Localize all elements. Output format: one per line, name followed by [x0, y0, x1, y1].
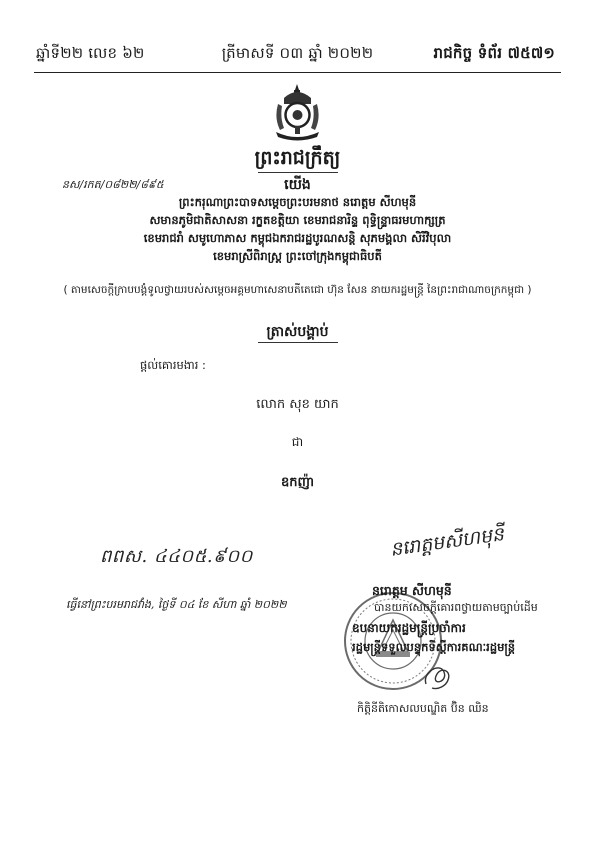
king-signature: នរោត្តមសីហមុនី	[388, 523, 506, 561]
royal-title-line: ព្រះករុណាព្រះបាទសម្ដេចព្រះបរមនាថ នរោត្តម សីហមុនី	[178, 195, 417, 209]
appoint-label: ផ្ដល់គោរមងារ :	[140, 358, 206, 372]
rank-title: ឧកញ៉ា	[280, 475, 314, 490]
royal-title-line: សមានភូមិជាតិសាសនា រក្ខតខត្តិយា ខេមរាជនារិន្ទ ពុទ្ធិន្ទ្រាធរមហាក្សត្រ	[149, 213, 446, 227]
proposal-line: ( តាមសេចក្ដីក្រាបបង្គំទូលថ្វាយរបស់សម្ដេចអគ្គមហាសេនាបតីតេជោ ហ៊ុន សែន នាយករដ្ឋមន្ត្រី នៃព្រះរាជាណាចក្រកម្ពុជា )	[63, 284, 532, 296]
royal-coat-of-arms-icon	[270, 82, 325, 144]
header-year-issue: ឆ្នាំទី២២ លេខ ៦២	[36, 44, 145, 62]
person-name: លោក សុខ យាក	[256, 397, 339, 412]
we-heading: យើង	[284, 177, 311, 193]
title-underline	[258, 172, 338, 173]
handwritten-number: ពពស. ៤៤០៥.៩០០	[100, 546, 253, 567]
header-date: ត្រីមាសទី ០៣ ឆ្នាំ ២០២២	[221, 44, 374, 62]
countersign-name: កិត្តិនីតិកោសលបណ្ឌិត ប៊ិន ឈិន	[357, 702, 489, 715]
decree-heading: ត្រាស់បង្គាប់	[266, 324, 329, 340]
king-name: នរោត្តម សីហមុនី	[372, 583, 452, 598]
royal-title-line: ខេមរាជរាំ សមូហោភាស កម្ពុជឯករាជរដ្ឋបូរណសន្តិ សុភមង្គលា សិរីវិបុលា	[143, 231, 452, 245]
document-title: ព្រះរាជក្រឹត្យ	[254, 147, 341, 169]
header-gazette-page: រាជកិច្ច ទំព័រ ៧៥៧១	[433, 44, 555, 62]
countersign-title: ឧបនាយករដ្ឋមន្ត្រីប្រចាំការ	[352, 621, 466, 635]
decree-date: ធ្វើនៅព្រះបរមរាជវាំង, ថ្ងៃទី ០៤ ខែ សីហា ឆ្នាំ ២០២២	[66, 598, 287, 611]
reference-number: នស/រកត/០៨២២/៨៩៥	[62, 178, 164, 191]
header-divider	[34, 72, 561, 73]
countersign-role: រដ្ឋមន្ត្រីទទួលបន្ទុកទីស្តីការគណៈរដ្ឋមន្ត្រី	[352, 640, 516, 654]
decree-underline	[258, 342, 338, 343]
promulgate-line: បានយកសេចក្ដីគោរពថ្វាយតាមច្បាប់ដើម	[374, 601, 538, 614]
as-rank-word: ជា	[291, 435, 304, 449]
countersign-signature-icon	[418, 654, 458, 694]
royal-title-line: ខេមរាស្រីពិរាស្ត្រ ព្រះចៅក្រុងកម្ពុជាធិបតី	[213, 249, 382, 263]
